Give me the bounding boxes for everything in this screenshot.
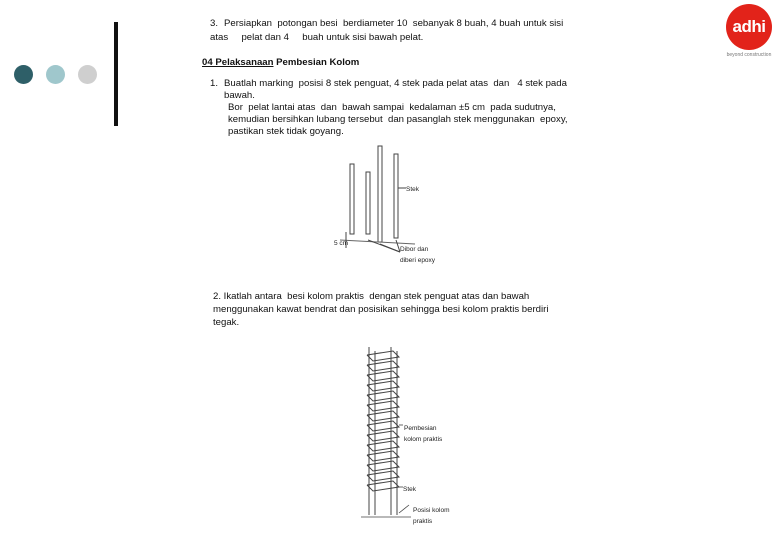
fig1-stek-label: Stek [406,186,420,193]
item1-line1: Buatlah marking posisi 8 stek penguat, 4 stek pada pelat atas dan 4 stek pada [224,78,567,89]
stirrup [367,351,399,361]
section-code: 04 Pelaksanaan [202,57,274,68]
stirrup [367,391,399,401]
stek-bar-2 [366,172,370,234]
dot-dark [14,65,33,84]
stirrup [367,431,399,441]
item1-line4: kemudian bersihkan lubang tersebut dan pasanglah stek menggunakan epoxy, [228,114,568,125]
fig2-stek-label: Stek [403,486,417,493]
stirrups [367,351,399,491]
fig1-depth-label: 5 cm [334,240,349,247]
dot-grey [78,65,97,84]
step3-line1: Persiapkan potongan besi berdiameter 10 sebanyak 8 buah, 4 buah untuk sisi [224,18,564,29]
fig2-rebar-label-2: kolom praktis [404,436,443,443]
adhi-logo [724,4,774,64]
vertical-divider [114,22,118,126]
stirrup [367,401,399,411]
item1-number: 1. [210,78,219,89]
item2-line1: 2. Ikatlah antara besi kolom praktis dengan stek penguat atas dan bawah [213,291,530,302]
logo-tagline: beyond construction [726,52,772,58]
stirrup [367,471,399,481]
drill-leader-3 [368,240,400,252]
section-title: Pembesian Kolom [273,57,360,68]
fig1-drill-label-2: diberi epoxy [400,257,436,264]
fig2-position-label-2: praktis [413,518,433,525]
stirrup [367,481,399,491]
step3-line2: atas pelat dan 4 buah untuk sisi bawah pelat. [210,32,424,43]
item1-line3: Bor pelat lantai atas dan bawah sampai kedalaman ±5 cm pada sudutnya, [228,102,556,113]
stek-bar-3 [378,146,382,242]
stirrup [367,421,399,431]
stirrup [367,361,399,371]
item1-line2: bawah. [224,90,255,101]
stirrup [367,381,399,391]
item2-line3: tegak. [213,317,240,328]
fig2-rebar-label-1: Pembesian [404,425,437,432]
stirrup [367,441,399,451]
item2-line2: menggunakan kawat bendrat dan posisikan sehingga besi kolom praktis berdiri [213,304,549,315]
fig2-position-label-1: Posisi kolom [413,507,450,514]
stek-diagram [320,140,460,270]
logo-mark: adhi [726,4,772,50]
stirrup [367,451,399,461]
position-label-leader [399,505,409,513]
stirrup [367,371,399,381]
stek-bar-1 [350,164,354,234]
section-heading [202,57,359,69]
stirrup [367,411,399,421]
step3-number: 3. [210,18,219,29]
stirrup [367,461,399,471]
stek-bar-4 [394,154,398,238]
item1-line5: pastikan stek tidak goyang. [228,126,344,137]
dot-light [46,65,65,84]
fig1-drill-label-1: Dibor dan [400,246,429,253]
